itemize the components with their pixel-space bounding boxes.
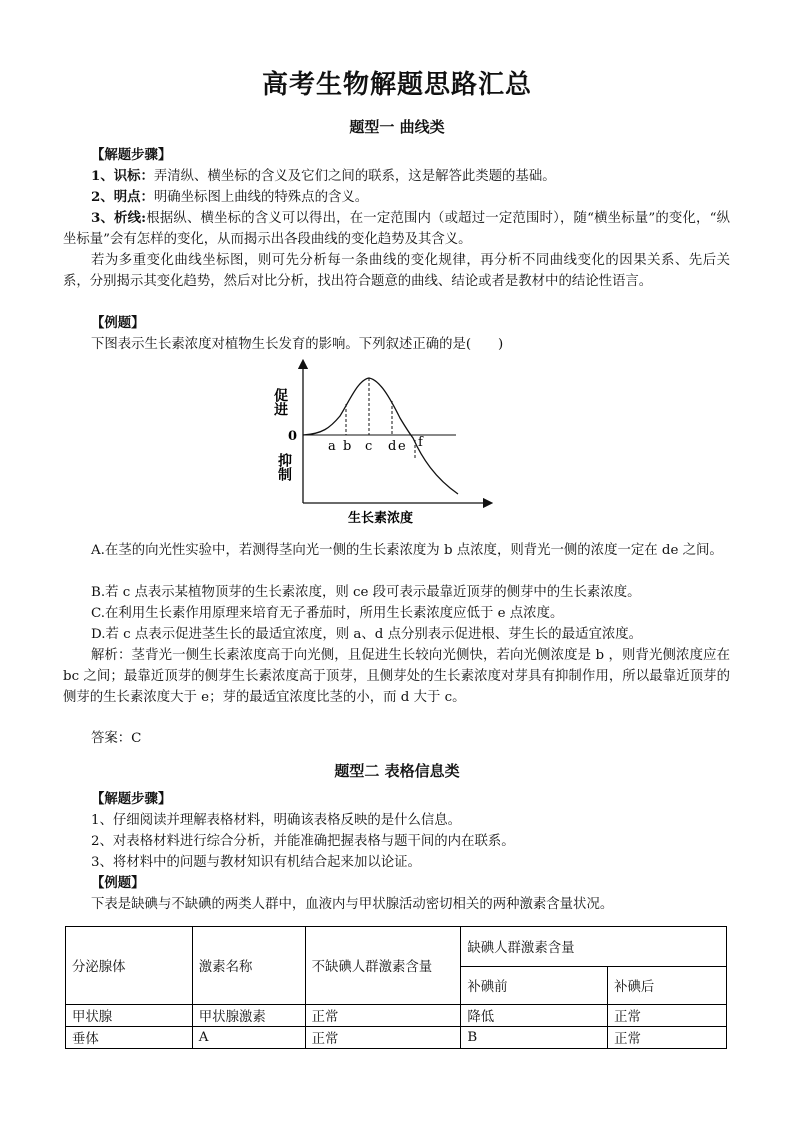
table-cell: 垂体 xyxy=(66,1027,193,1049)
table-cell: 正常 xyxy=(608,1027,727,1049)
table-cell: 降低 xyxy=(461,1005,608,1027)
point-label-c: c xyxy=(365,439,373,454)
step-1 xyxy=(91,166,556,187)
table-header-hormone: 激素名称 xyxy=(192,927,305,1005)
analysis-paragraph: 解析：茎背光一侧生长素浓度高于向光侧，且促进生长较向光侧快，若向光侧浓度是 b ，则背光侧浓度应在 bc 之间；最靠近顶芽的侧芽生长素浓度高于顶芽，且侧芽处的生长素浓度对芽具有抑制作用，所以最靠近顶芽的侧芽的生长素浓度大于 e；芽的最适宜浓度比茎的小，而 d 大于 c。 xyxy=(63,648,730,705)
y-label-zero: 0 xyxy=(288,429,298,444)
multi-curve-paragraph: 若为多重变化曲线坐标图，则可先分析每一条曲线的变化规律，再分析不同曲线变化的因果关系、先后关系，分别揭示其变化趋势，然后对比分析，找出符合题意的曲线、结论或者是教材中的结论性语言。 xyxy=(63,253,730,289)
auxin-curve-figure xyxy=(270,358,500,530)
point-label-d: d xyxy=(388,439,397,454)
point-label-f: f xyxy=(418,435,423,450)
table-cell: 甲状腺 xyxy=(66,1005,193,1027)
document-title: 高考生物解题思路汇总 xyxy=(261,70,532,100)
table-cell: A xyxy=(192,1027,305,1049)
table-header-normal: 不缺碘人群激素含量 xyxy=(305,927,461,1005)
auxin-response-curve xyxy=(303,378,458,494)
step-3-text: 根据纵、横坐标的含义可以得出，在一定范围内（或超过一定范围时），随“横坐标量”的变化，“纵坐标量”会有怎样的变化，从而揭示出各段曲线的变化趋势及其含义。 xyxy=(63,211,730,247)
table-header-gland: 分泌腺体 xyxy=(66,927,193,1005)
section-heading-table: 题型二 表格信息类 xyxy=(334,762,460,780)
option-a: A.在茎的向光性实验中，若测得茎向光一侧的生长素浓度为 b 点浓度，则背光一侧的浓度一定在 de 之间。 xyxy=(91,543,723,558)
step-2-keyword: 2、明点： xyxy=(91,189,154,205)
example-question: 下图表示生长素浓度对植物生长发育的影响。下列叙述正确的是( ) xyxy=(91,337,504,352)
option-b: B.若 c 点表示某植物顶芽的生长素浓度，则 ce 段可表示最靠近顶芽的侧芽中的生长素浓度。 xyxy=(91,585,641,600)
table-step-3: 3、将材料中的问题与教材知识有机结合起来加以论证。 xyxy=(91,855,421,870)
example-label: 【例题】 xyxy=(91,315,145,331)
step-3-keyword: 3、析线: xyxy=(91,210,147,226)
step-2 xyxy=(91,187,368,208)
x-label: 生长素浓度 xyxy=(348,511,414,526)
y-label-inhibit: 抑制 xyxy=(276,453,292,481)
table-question: 下表是缺碘与不缺碘的两类人群中，血液内与甲状腺活动密切相关的两种激素含量状况。 xyxy=(91,897,614,912)
table-header-deficient: 缺碘人群激素含量 xyxy=(461,927,727,967)
point-label-b: b xyxy=(343,439,352,454)
point-label-e: e xyxy=(398,439,406,454)
table-cell: B xyxy=(461,1027,608,1049)
example-label-2: 【例题】 xyxy=(91,875,145,891)
steps-label-2: 【解题步骤】 xyxy=(91,791,172,807)
table-cell: 正常 xyxy=(305,1005,461,1027)
step-1-text: 弄清纵、横坐标的含义及它们之间的联系，这是解答此类题的基础。 xyxy=(153,169,556,184)
table-step-2: 2、对表格材料进行综合分析，并能准确把握表格与题干间的内在联系。 xyxy=(91,834,515,849)
step-1-keyword: 1、识标： xyxy=(91,168,154,184)
table-cell: 正常 xyxy=(305,1027,461,1049)
answer: 答案：C xyxy=(91,731,142,746)
option-c: C.在利用生长素作用原理来培育无子番茄时，所用生长素浓度应低于 e 点浓度。 xyxy=(91,606,564,621)
table-cell: 正常 xyxy=(608,1005,727,1027)
table-header-before: 补碘前 xyxy=(461,967,608,1005)
table-row xyxy=(66,1005,727,1027)
table-row xyxy=(66,1027,727,1049)
option-d: D.若 c 点表示促进茎生长的最适宜浓度，则 a、d 点分别表示促进根、芽生长的最适宜浓度。 xyxy=(91,627,643,642)
table-header-after: 补碘后 xyxy=(608,967,727,1005)
step-3 xyxy=(63,208,730,250)
step-2-text: 明确坐标图上曲线的特殊点的含义。 xyxy=(153,190,369,205)
steps-label: 【解题步骤】 xyxy=(91,147,172,163)
table-cell: 甲状腺激素 xyxy=(192,1005,305,1027)
table-step-1: 1、仔细阅读并理解表格材料，明确该表格反映的是什么信息。 xyxy=(91,813,462,828)
section-heading-curve: 题型一 曲线类 xyxy=(349,118,445,136)
hormone-table xyxy=(65,926,727,1049)
y-label-promote: 促进 xyxy=(272,388,288,416)
point-label-a: a xyxy=(328,439,336,454)
